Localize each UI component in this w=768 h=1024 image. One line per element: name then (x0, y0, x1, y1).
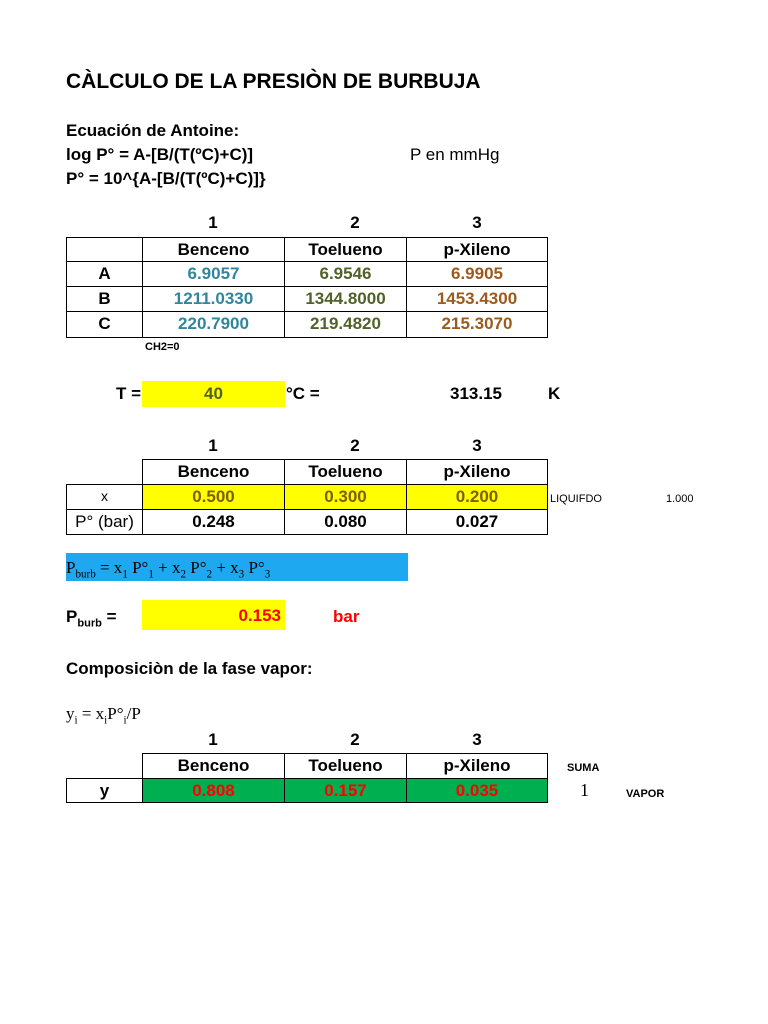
constant-b-xileno: 1453.4300 (406, 286, 548, 312)
header-benceno: Benceno (142, 459, 285, 485)
formula-sub: 1 (122, 568, 128, 581)
formula-part: P° (127, 558, 149, 577)
constant-c-tolueno: 219.4820 (284, 311, 407, 338)
column-number-1: 1 (208, 213, 218, 232)
x-tolueno-input[interactable]: 0.300 (284, 484, 407, 510)
pburb-unit: bar (333, 607, 360, 626)
vapor-pressure-label: P° (bar) (66, 509, 143, 535)
formula-p-sub: i (123, 714, 127, 727)
column-number-3: 3 (472, 213, 482, 232)
formula-p: P (66, 558, 76, 577)
x-row-label: x (66, 484, 143, 510)
column-number-2: 2 (350, 213, 360, 232)
constant-a-benceno: 6.9057 (142, 261, 285, 287)
liquid-label: LIQUIFDO (550, 493, 602, 505)
formula-p-sub: burb (75, 568, 96, 581)
table-header-empty (66, 237, 143, 262)
vapor-heading: Composiciòn de la fase vapor: (66, 659, 313, 678)
y-xileno: 0.035 (406, 778, 548, 803)
header-tolueno: Toelueno (284, 459, 407, 485)
formula-part: P° (244, 558, 265, 577)
formula-x: = x (77, 704, 105, 723)
pburb-value: 0.153 (142, 600, 285, 630)
row-label-a: A (66, 261, 143, 287)
constant-c-benceno: 220.7900 (142, 311, 285, 338)
p-tolueno: 0.080 (284, 509, 407, 535)
liquid-sum: 1.000 (666, 493, 694, 505)
formula-p: P° (107, 704, 124, 723)
pburb-label-suffix: = (101, 607, 117, 626)
column-number-1: 1 (208, 436, 218, 455)
antoine-equation-exp: P° = 10^{A-[B/(T(ºC)+C)]} (66, 169, 266, 188)
formula-part: + x (212, 558, 239, 577)
header-tolueno: Toelueno (284, 237, 407, 262)
column-number-3: 3 (472, 436, 482, 455)
temperature-kelvin: 313.15 (450, 384, 502, 403)
antoine-heading: Ecuación de Antoine: (66, 121, 240, 140)
formula-sub: 1 (148, 568, 154, 581)
antoine-equation-log: log P° = A-[B/(T(ºC)+C)] (66, 145, 254, 164)
row-label-b: B (66, 286, 143, 312)
y-benceno: 0.808 (142, 778, 285, 803)
formula-sub: 2 (180, 568, 187, 581)
constant-b-benceno: 1211.0330 (142, 286, 285, 312)
pburb-label-sub: burb (77, 617, 102, 630)
formula-part: P° (186, 558, 207, 577)
header-tolueno: Toelueno (284, 753, 407, 779)
constant-a-tolueno: 6.9546 (284, 261, 407, 287)
header-benceno: Benceno (142, 753, 285, 779)
formula-y-sub: i (74, 714, 78, 727)
header-benceno: Benceno (142, 237, 285, 262)
ch2-note: CH2=0 (145, 341, 180, 353)
temperature-input[interactable]: 40 (142, 381, 285, 407)
pburb-label (66, 607, 117, 629)
constant-b-tolueno: 1344.8000 (284, 286, 407, 312)
column-number-2: 2 (350, 436, 360, 455)
column-number-2: 2 (350, 730, 360, 749)
vapor-label: VAPOR (626, 788, 665, 800)
suma-value: 1 (580, 780, 589, 800)
bubble-pressure-formula (66, 553, 408, 581)
suma-label: SUMA (567, 762, 600, 774)
row-label-c: C (66, 311, 143, 338)
constant-a-xileno: 6.9905 (406, 261, 548, 287)
temperature-label: T = (116, 384, 142, 403)
formula-sub: 3 (264, 568, 271, 581)
formula-part: = x (95, 558, 123, 577)
y-row-label: y (66, 778, 143, 803)
pburb-label-p: P (66, 607, 78, 626)
x-xileno-input[interactable]: 0.200 (406, 484, 548, 510)
constant-c-xileno: 215.3070 (406, 311, 548, 338)
vapor-formula (66, 704, 141, 726)
p-benceno: 0.248 (142, 509, 285, 535)
y-tolueno: 0.157 (284, 778, 407, 803)
formula-x-sub: i (104, 714, 108, 727)
temperature-unit-kelvin: K (548, 384, 561, 403)
header-xileno: p-Xileno (406, 237, 548, 262)
column-number-1: 1 (208, 730, 218, 749)
formula-sub: 2 (206, 568, 213, 581)
page-title: CÀLCULO DE LA PRESIÒN DE BURBUJA (66, 70, 481, 93)
formula-part: + x (153, 558, 181, 577)
pressure-unit-note: P en mmHg (410, 145, 500, 164)
header-xileno: p-Xileno (406, 753, 548, 779)
temperature-unit-celsius: °C = (286, 384, 320, 403)
header-xileno: p-Xileno (406, 459, 548, 485)
x-benceno-input[interactable]: 0.500 (142, 484, 285, 510)
formula-end: /P (126, 704, 141, 723)
formula-y: y (66, 704, 75, 723)
formula-sub: 3 (238, 568, 245, 581)
column-number-3: 3 (472, 730, 482, 749)
p-xileno: 0.027 (406, 509, 548, 535)
